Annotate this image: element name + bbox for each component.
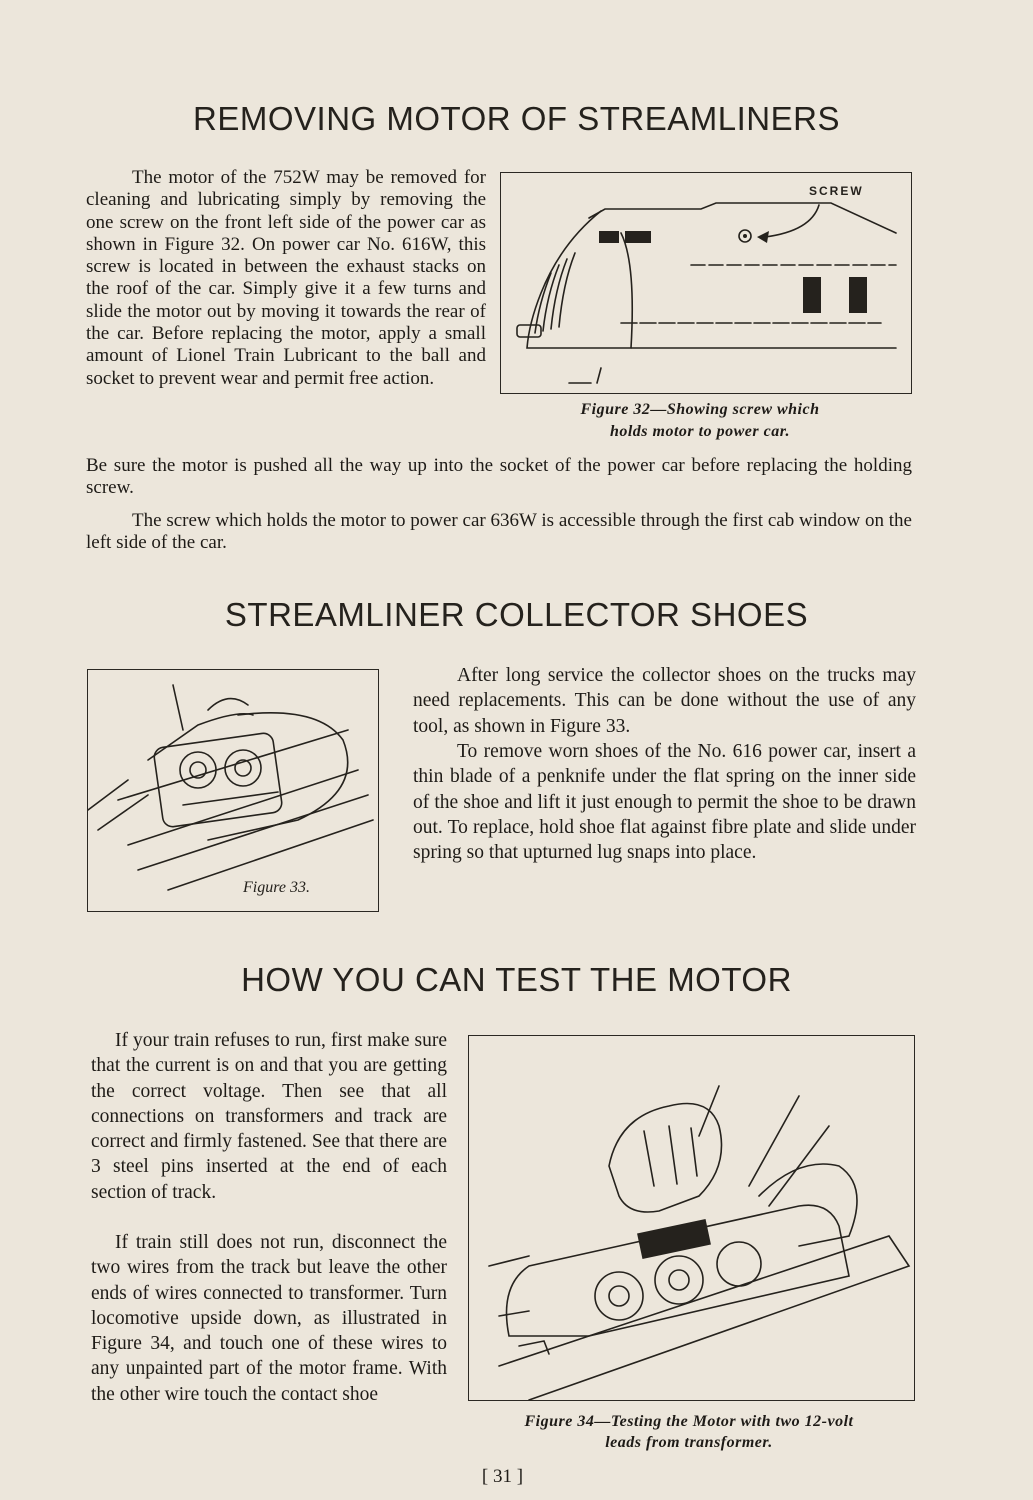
figure-33 [87, 669, 379, 912]
section-title-collector-shoes: STREAMLINER COLLECTOR SHOES [224, 596, 809, 633]
motor-test-illustration [469, 1036, 914, 1400]
screw-label: SCREW [809, 184, 864, 198]
paragraph-motor-removal: The motor of the 752W may be removed for cleaning and lubricating simply by removing the one screw on the front left side of the power car as shown in Figure 32. On power car No. 616W, this screw is located in between the exhaust stacks on the roof of the car. Simply give it a few turns and slide the motor out by moving it towards the rear of the car. Before replacing the motor, apply a small amount of Lionel Train Lubricant to the ball and socket to prevent wear and permit free action. [86, 167, 486, 389]
power-car-illustration [501, 173, 911, 393]
page-number: [ 31 ] [481, 1466, 524, 1487]
figure-32-caption-line2: holds motor to power car. [609, 423, 791, 440]
paragraph-636w-screw: The screw which holds the motor to power car 636W is accessible through the first cab window on the left side of the car. [86, 510, 912, 554]
figure-33-caption: Figure 33. [243, 879, 310, 896]
paragraph-motor-removal-continued: Be sure the motor is pushed all the way up into the socket of the power car before replacing the holding screw. [86, 455, 912, 499]
paragraph-collector-shoes-replace: To remove worn shoes of the No. 616 power car, insert a thin blade of a penknife under the flat spring on the inner side of the shoe and lift it just enough to permit the shoe to be drawn out. To replace, hold shoe flat against fibre plate and slide under spring so that upturned lug snaps into place. [413, 741, 916, 864]
section-title-removing-motor: REMOVING MOTOR OF STREAMLINERS [193, 100, 840, 137]
figure-34-caption-line2: leads from transformer. [605, 1434, 773, 1451]
figure-32-caption-line1: Figure 32—Showing screw which [580, 401, 820, 418]
paragraph-collector-shoes-intro: After long service the collector shoes on the trucks may need replacements. This can be done without the use of any tool, as shown in Figure 33. [413, 665, 916, 737]
figure-34 [468, 1035, 915, 1401]
figure-32 [500, 172, 912, 394]
figure-34-caption-line1: Figure 34—Testing the Motor with two 12-volt [524, 1413, 854, 1430]
collector-shoe-illustration [88, 670, 378, 911]
paragraph-disconnect-wires: If train still does not run, disconnect the two wires from the track but leave the other ends of wires connected to transformer. Turn locomotive upside down, as illustrated in Figure 34, and touch one of these wires to any unpainted part of the motor frame. With the other wire touch the contact shoe [91, 1232, 447, 1405]
section-title-test-motor: HOW YOU CAN TEST THE MOTOR [241, 961, 792, 998]
paragraph-train-refuses: If your train refuses to run, first make sure that the current is on and that you are getting the correct voltage. Then see that all connections on transformers and track are correct and firmly fastened. See that there are 3 steel pins inserted at the end of each section of track. [91, 1030, 447, 1203]
